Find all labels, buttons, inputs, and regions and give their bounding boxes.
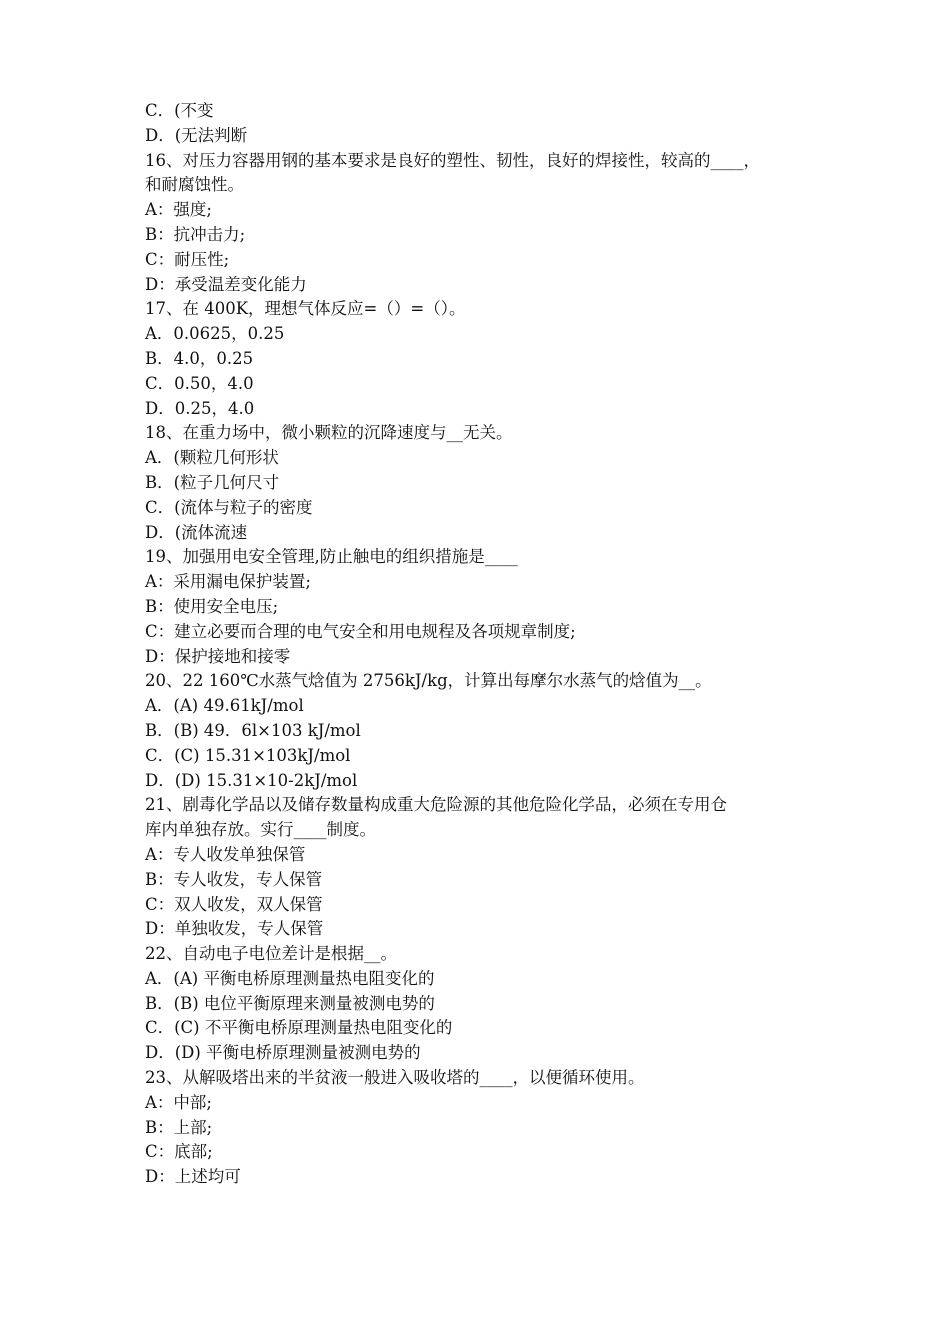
option-line: D：承受温差变化能力: [145, 274, 307, 294]
option-line: B：使用安全电压;: [145, 596, 279, 616]
option-line: B．4.0，0.25: [145, 348, 254, 368]
option-line: B．(B) 49．6l×103 kJ/mol: [145, 720, 361, 740]
option-line: C：建立必要而合理的电气安全和用电规程及各项规章制度;: [145, 621, 576, 641]
question-line: 23、从解吸塔出来的半贫液一般进入吸收塔的____，以便循环使用。: [145, 1068, 645, 1088]
option-line: A．(颗粒几何形状: [145, 448, 279, 468]
option-line: C．(流体与粒子的密度: [145, 497, 313, 517]
option-line: A．(A) 平衡电桥原理测量热电阻变化的: [145, 968, 435, 988]
option-line: D：上述均可: [145, 1167, 241, 1187]
document-body: [145, 99, 815, 1190]
question-line: 18、在重力场中，微小颗粒的沉降速度与__无关。: [145, 423, 513, 443]
option-line: B：上部;: [145, 1117, 213, 1137]
option-line: D．(无法判断: [145, 125, 248, 145]
question-line: 16、对压力容器用钢的基本要求是良好的塑性、韧性，良好的焊接性，较高的____，: [145, 150, 760, 170]
option-line: A：采用漏电保护装置;: [145, 572, 311, 592]
option-line: D：单独收发，专人保管: [145, 919, 324, 939]
option-line: B．(粒子几何尺寸: [145, 472, 280, 492]
option-line: C：耐压性;: [145, 249, 230, 269]
option-line: B：抗冲击力;: [145, 224, 246, 244]
option-line: C：双人收发，双人保管: [145, 894, 323, 914]
option-line: D．(流体流速: [145, 522, 248, 542]
option-line: D：保护接地和接零: [145, 646, 291, 666]
question-line: 库内单独存放。实行____制度。: [145, 820, 376, 840]
option-line: D．(D) 平衡电桥原理测量被测电势的: [145, 1043, 421, 1063]
option-line: B．(B) 电位平衡原理来测量被测电势的: [145, 993, 435, 1013]
option-line: B：专人收发，专人保管: [145, 869, 323, 889]
option-line: A：中部;: [145, 1092, 212, 1112]
option-line: D．0.25，4.0: [145, 398, 255, 418]
option-line: C．(不变: [145, 101, 214, 120]
question-line: 19、加强用电安全管理,防止触电的组织措施是____: [145, 547, 518, 567]
option-line: A．0.0625，0.25: [145, 324, 285, 344]
question-line: 21、剧毒化学品以及储存数量构成重大危险源的其他危险化学品，必须在专用仓: [145, 795, 727, 815]
question-line: 17、在 400K，理想气体反应=（）=（）。: [145, 299, 466, 319]
option-line: D．(D) 15.31×10-2kJ/mol: [145, 770, 358, 790]
question-line: 22、自动电子电位差计是根据__。: [145, 944, 397, 964]
option-line: A．(A) 49.61kJ/mol: [145, 696, 304, 716]
option-line: C．(C) 15.31×103kJ/mol: [145, 745, 351, 765]
question-line: 和耐腐蚀性。: [145, 175, 244, 195]
option-line: C：底部;: [145, 1142, 213, 1162]
question-line: 20、22 160℃水蒸气焓值为 2756kJ/kg，计算出每摩尔水蒸气的焓值为__。: [145, 671, 712, 691]
option-line: C．(C) 不平衡电桥原理测量热电阻变化的: [145, 1018, 453, 1038]
option-line: A：强度;: [145, 200, 212, 220]
option-line: C．0.50，4.0: [145, 373, 254, 393]
option-line: A：专人收发单独保管: [145, 844, 306, 864]
